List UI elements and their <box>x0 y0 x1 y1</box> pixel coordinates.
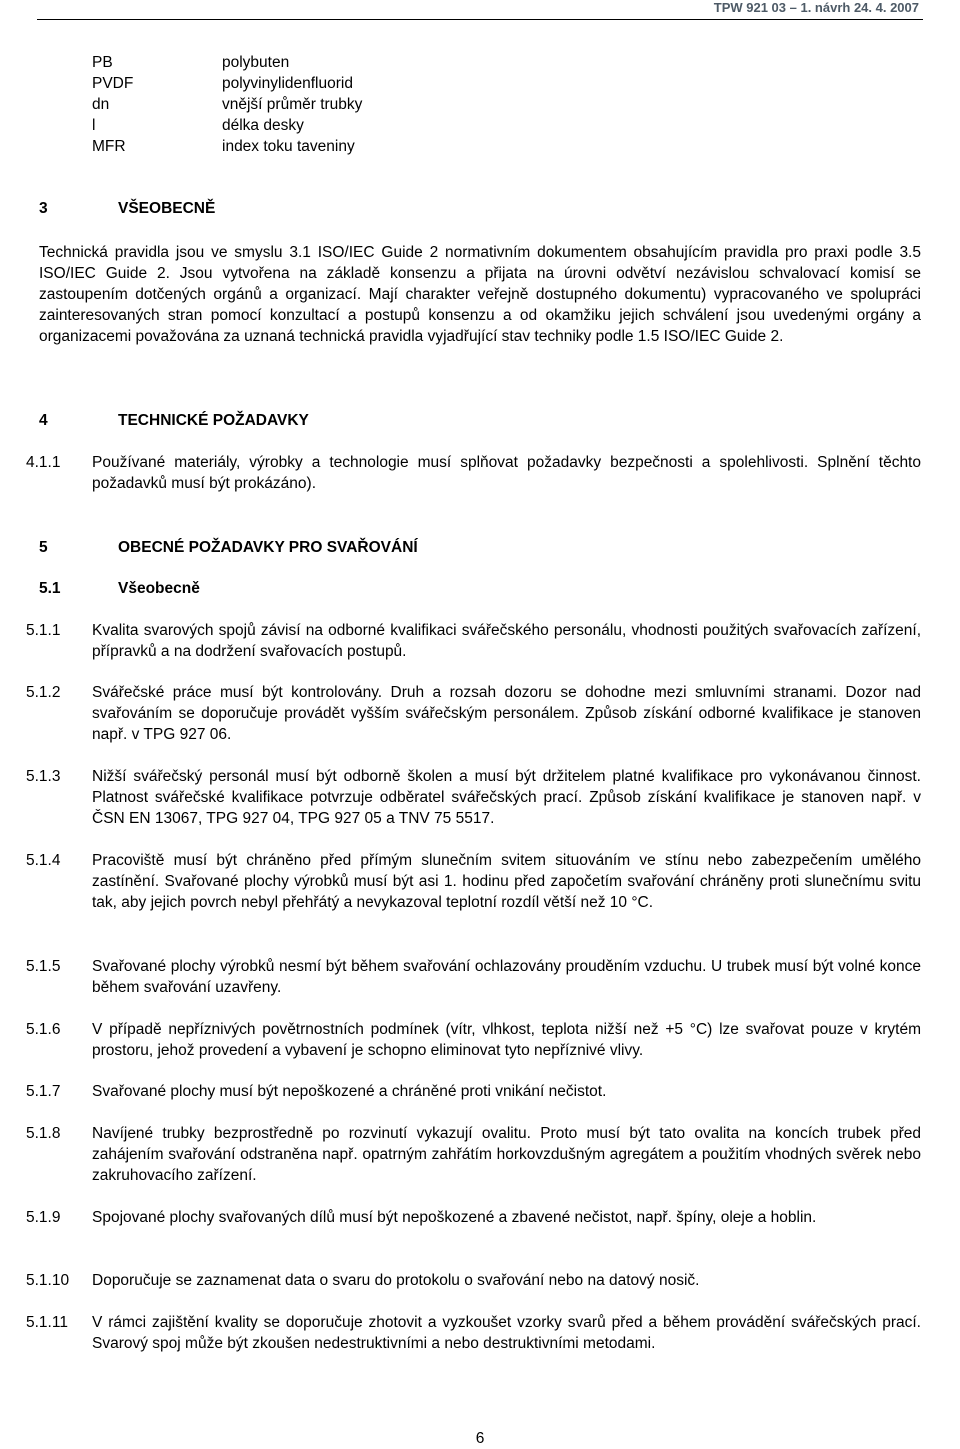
section-title: VŠEOBECNĚ <box>118 200 216 217</box>
subsection-heading <box>39 578 921 599</box>
section-number: 5 <box>39 539 48 556</box>
abbreviation-row <box>92 94 362 115</box>
numbered-item <box>26 766 921 829</box>
item-text: Kvalita svarových spojů závisí na odborné kvalifikaci svářečského personálu, vhodnosti použitých svařovacích zařízení, přípravků a na dodržení svařovacích postupů. <box>92 622 921 660</box>
item-number: 5.1.3 <box>26 768 61 785</box>
numbered-item <box>26 1123 921 1186</box>
item-number: 4.1.1 <box>26 454 61 471</box>
numbered-item <box>26 1312 921 1354</box>
item-text: Spojované plochy svařovaných dílů musí být nepoškozené a zbavené nečistot, např. špíny, oleje a hoblin. <box>92 1209 817 1226</box>
abbreviations-table <box>92 52 362 157</box>
abbreviation-row <box>92 136 362 157</box>
abbreviation-term: PVDF <box>92 75 134 92</box>
section-title: TECHNICKÉ POŽADAVKY <box>118 412 309 429</box>
abbreviation-meaning: polybuten <box>222 54 290 71</box>
numbered-item <box>26 1270 921 1291</box>
item-number: 5.1.11 <box>26 1314 68 1331</box>
item-text: Svářečské práce musí být kontrolovány. Druh a rozsah dozoru se dohodne mezi smluvními stranami. Dozor nad svařováním se doporučuje provádět vyšším svářečským personálem. Způsob získání odborné kvalifikace je stanoven např. v TPG 927 06. <box>92 684 921 743</box>
section-paragraph: Technická pravidla jsou ve smyslu 3.1 ISO/IEC Guide 2 normativním dokumentem obsahujícím pravidla pro praxi podle 3.5 ISO/IEC Guide 2. Jsou vytvořena na základě konsenzu a přijata na úrovni odvětví nezávislou schvalovací komisí se zastoupením dotčených orgánů a organizací. Mají charakter veřejně dostupného dokumentu) vypracovaného ve spolupráci zainteresovaných stran pomocí konzultací a postupů konsenzu a od okamžiku jejich schválení jsou uvedenými orgány a organizacemi považována za uznaná technická pravidla vyjadřující stav techniky podle 1.5 ISO/IEC Guide 2. <box>39 244 921 345</box>
item-number: 5.1.5 <box>26 958 61 975</box>
abbreviation-term: l <box>92 117 96 134</box>
abbreviation-term: dn <box>92 96 110 113</box>
abbreviation-meaning: vnější průměr trubky <box>222 96 363 113</box>
page-number: 6 <box>475 1430 485 1447</box>
item-number: 5.1.7 <box>26 1083 61 1100</box>
item-text: Pracoviště musí být chráněno před přímým slunečním svitem situováním ve stínu nebo zabezpečením umělého zastínění. Svařované plochy výrobků musí být asi 1. hodinu před započetím svařování chráněny proti slunečnímu svitu tak, aby jejich povrch nebyl přehřátý a nevykazoval teplotní rozdíl větší než 10 °C. <box>92 852 921 911</box>
numbered-item <box>26 620 921 662</box>
item-number: 5.1.1 <box>26 622 61 639</box>
abbreviation-meaning: délka desky <box>222 117 304 134</box>
item-text: V případě nepříznivých povětrnostních podmínek (vítr, vlhkost, teplota nižší než +5 °C) lze svařovat pouze v krytém prostoru, jehož provedení a vybavení je schopno eliminovat tyto nepříznivé vlivy. <box>92 1021 921 1059</box>
item-number: 5.1.9 <box>26 1209 61 1226</box>
item-text: Doporučuje se zaznamenat data o svaru do protokolu o svařování nebo na datový nosič. <box>92 1272 700 1289</box>
subsection-number: 5.1 <box>39 580 61 597</box>
numbered-item <box>26 452 921 494</box>
section-number: 3 <box>39 200 48 217</box>
item-number: 5.1.10 <box>26 1272 70 1289</box>
abbreviation-row <box>92 73 362 94</box>
item-text: Svařované plochy výrobků nesmí být během svařování ochlazovány prouděním vzduchu. U trubek musí být volné konce během svařování uzavřeny. <box>92 958 921 996</box>
abbreviation-row <box>92 115 362 136</box>
item-text: Používané materiály, výrobky a technologie musí splňovat požadavky bezpečnosti a spolehlivosti. Splnění těchto požadavků musí být prokázáno). <box>92 454 921 492</box>
item-text: Svařované plochy musí být nepoškozené a chráněné proti vnikání nečistot. <box>92 1083 607 1100</box>
abbreviation-row <box>92 52 362 73</box>
header-rule <box>37 19 923 20</box>
abbreviation-term: MFR <box>92 138 126 155</box>
item-number: 5.1.2 <box>26 684 61 701</box>
item-number: 5.1.6 <box>26 1021 61 1038</box>
document-header: TPW 921 03 – 1. návrh 24. 4. 2007 <box>713 0 919 15</box>
abbreviation-meaning: polyvinylidenfluorid <box>222 75 353 92</box>
numbered-item <box>26 850 921 913</box>
item-number: 5.1.4 <box>26 852 61 869</box>
abbreviation-term: PB <box>92 54 113 71</box>
item-number: 5.1.8 <box>26 1125 61 1142</box>
section-title: OBECNÉ POŽADAVKY PRO SVAŘOVÁNÍ <box>118 539 418 556</box>
numbered-item <box>26 682 921 745</box>
section-heading <box>39 537 921 558</box>
subsection-title: Všeobecně <box>118 580 200 597</box>
numbered-item <box>26 956 921 998</box>
section-heading <box>39 410 921 431</box>
item-text: V rámci zajištění kvality se doporučuje zhotovit a vyzkoušet vzorky svarů před a během provádění svářečských prací. Svarový spoj může být zkoušen nedestruktivními a nebo destruktivními metodami. <box>92 1314 921 1352</box>
item-text: Nižší svářečský personál musí být odborně školen a musí být držitelem platné kvalifikace pro vykonávanou činnost. Platnost svářečské kvalifikace potvrzuje odběratel svářečských prací. Způsob získání kvalifikace je stanoven např. v ČSN EN 13067, TPG 927 04, TPG 927 05 a TNV 75 5517. <box>92 768 921 827</box>
numbered-item <box>26 1207 921 1228</box>
section-heading <box>39 198 921 219</box>
numbered-item <box>26 1081 921 1102</box>
section-number: 4 <box>39 412 48 429</box>
abbreviation-meaning: index toku taveniny <box>222 138 355 155</box>
numbered-item <box>26 1019 921 1061</box>
item-text: Navíjené trubky bezprostředně po rozvinutí vykazují ovalitu. Proto musí být tato ovalita na koncích trubek před zahájením svařování odstraněna např. opatrným zahřátím horkovzdušným agregátem a použitím vhodných svěrek nebo zakruhovacího zařízení. <box>92 1125 921 1184</box>
